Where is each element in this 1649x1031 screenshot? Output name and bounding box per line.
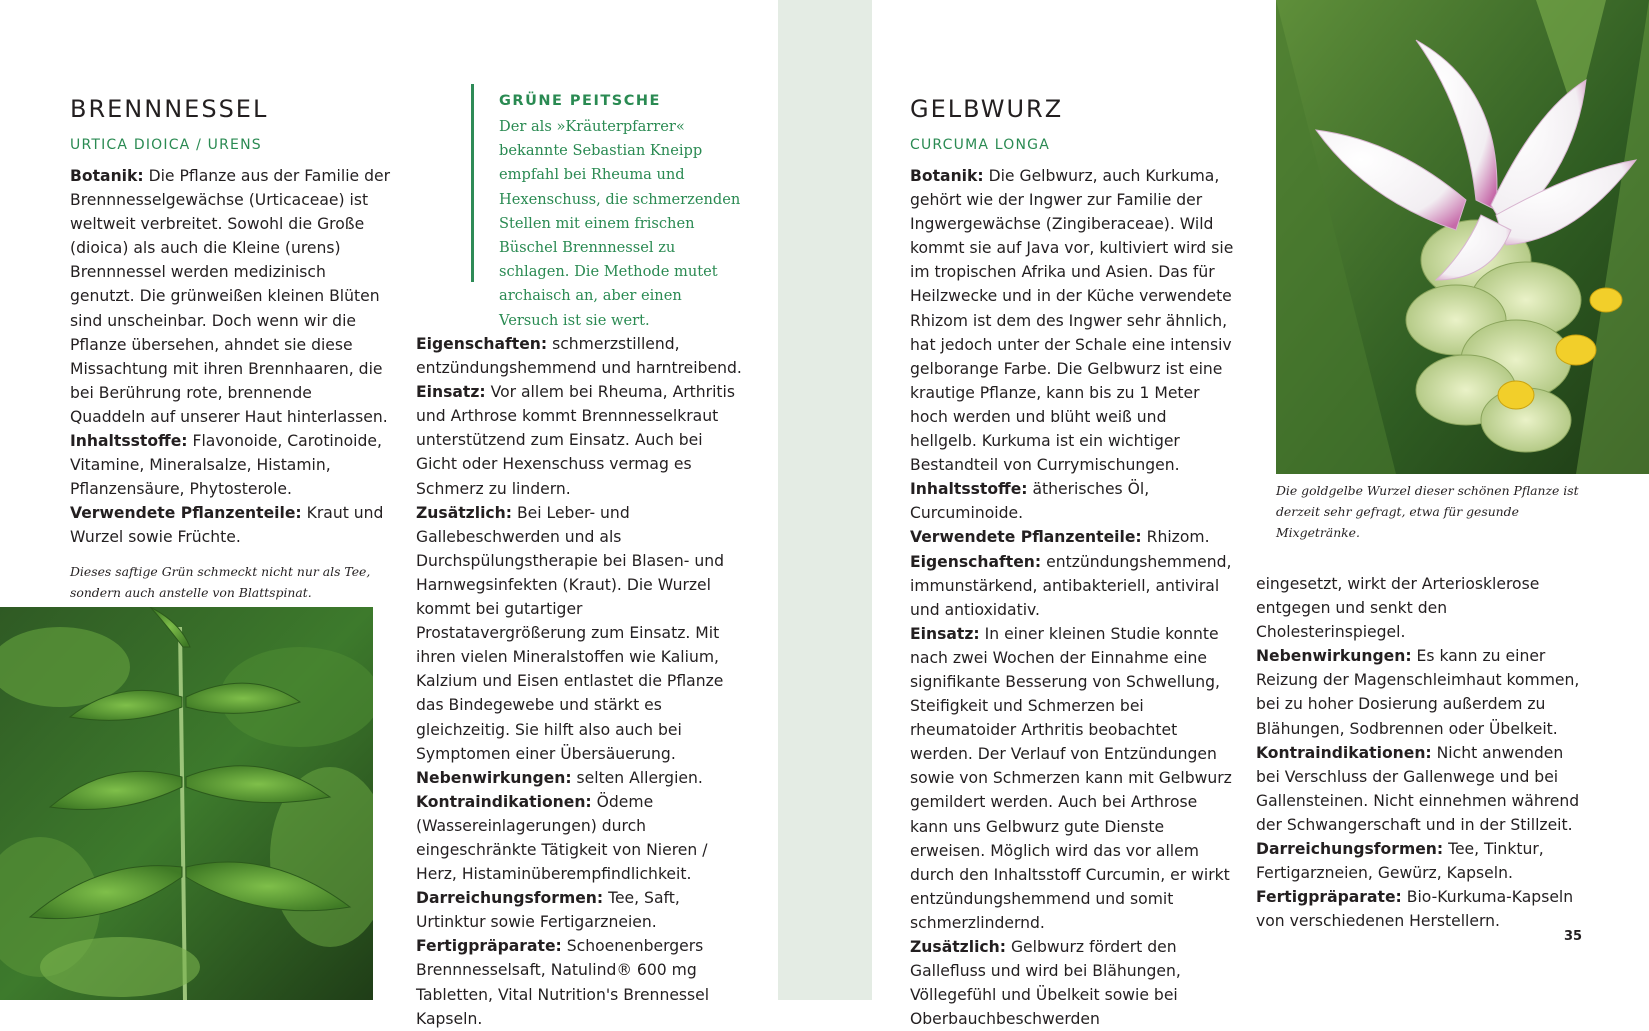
label: Fertigpräparate:: [1256, 888, 1402, 907]
text: Tee, Saft, Urtinktur sowie Fertigarzneien.: [416, 889, 680, 932]
text: eingesetzt, wirkt der Arteriosklerose entgegen und senkt den Cholesterinspiegel.: [1256, 575, 1540, 642]
paragraph-eigenschaften: [416, 332, 744, 380]
paragraph-kontraindikationen: [1256, 741, 1584, 837]
label: Botanik:: [910, 167, 984, 185]
curcuma-flower-image: [1276, 0, 1649, 474]
page-gutter: [778, 0, 872, 1000]
label: Zusätzlich:: [910, 938, 1007, 956]
paragraph-pflanzenteile: [70, 501, 392, 549]
text: Die Gelbwurz, auch Kurkuma, gehört wie der Ingwer zur Familie der Ingwergewächse (Zingiberaceae). Wild kommt sie auf Java vor, kultiviert wird sie im tropischen Afrika und Asien. Das für Heilzwecke und in der Küche verwendete Rhizom ist dem des Ingwer sehr ähnlich, hat jedoch unter der Schale eine intensiv gelborange Farbe. Die Gelbwurz ist eine krautige Pflanze, kann bis zu 1 Meter hoch werden und blüht weiß und hellgelb. Kurkuma ist ein wichtiger Bestandteil von Currymischungen.: [910, 167, 1234, 475]
text: Vor allem bei Rheuma, Arthritis und Arthrose kommt Brennnesselkraut unterstützend zum Einsatz. Auch bei Gicht oder Hexenschuss vermag es Schmerz zu lindern.: [416, 383, 735, 498]
paragraph-inhaltsstoffe: [910, 477, 1238, 525]
label: Einsatz:: [416, 383, 486, 402]
gelbwurz-column-1: [910, 164, 1238, 1031]
paragraph-nebenwirkungen: [1256, 644, 1584, 740]
nettle-photo-image: [0, 607, 373, 1000]
nettle-photo: [0, 607, 373, 1000]
text: Bio-Kurkuma-Kapseln von verschiedenen Herstellern.: [1256, 888, 1574, 931]
paragraph-eigenschaften: [910, 550, 1238, 622]
paragraph-einsatz: [416, 380, 744, 500]
brennnessel-title: BRENNNESSEL: [70, 95, 269, 123]
paragraph-zusaetzlich: [416, 501, 744, 766]
brennnessel-column-1: [70, 164, 392, 550]
quote-accent-bar: [471, 84, 474, 282]
quote-text: Der als »Kräuterpfarrer« bekannte Sebastian Kneipp empfahl bei Rheuma und Hexenschuss, die schmerzenden Stellen mit einem frischen Büschel Brennnessel zu schlagen. Die Methode mutet archaisch an, aber einen Versuch ist sie wert.: [499, 118, 741, 329]
label: Eigenschaften:: [910, 552, 1042, 571]
text: Rhizom.: [1141, 528, 1210, 547]
paragraph-pflanzenteile: [910, 525, 1238, 549]
curcuma-flower-photo: [1276, 0, 1649, 474]
label: Inhaltsstoffe:: [910, 480, 1028, 499]
text: Schoenenbergers Brennnesselsaft, Natulind® 600 mg Tabletten, Vital Nutrition's Brennessel Kapseln.: [416, 937, 710, 1028]
label: Kontraindikationen:: [416, 792, 592, 811]
paragraph-fortsetzung: [1256, 572, 1584, 644]
label: Verwendete Pflanzenteile:: [910, 528, 1142, 547]
paragraph-fertigpraeparate: [416, 934, 744, 1030]
gelbwurz-title: GELBWURZ: [910, 95, 1064, 123]
text: Nicht anwenden bei Verschluss der Gallenwege und bei Gallensteinen. Nicht einnehmen während der Schwangerschaft und in der Stillzeit.: [1256, 743, 1580, 834]
label: Nebenwirkungen:: [416, 768, 572, 787]
label: Kontraindikationen:: [1256, 743, 1432, 762]
page-number: 35: [1564, 929, 1583, 944]
label: Darreichungsformen:: [416, 889, 604, 908]
label: Botanik:: [70, 167, 144, 185]
paragraph-darreichungsformen: [416, 886, 744, 934]
paragraph-zusaetzlich: [910, 935, 1238, 1031]
label: Einsatz:: [910, 624, 980, 643]
paragraph-botanik: [70, 164, 392, 429]
text: Die Pflanze aus der Familie der Brennnesselgewächse (Urticaceae) ist weltweit verbreitet. Sowohl die Große (dioica) als auch die Kleine (urens) Brennnessel werden medizinisch genutzt. Die grünweißen kleinen Blüten sind unscheinbar. Doch wenn wir die Pflanze übersehen, ahndet sie diese Missachtung mit ihren Brennhaaren, die bei Berührung rote, brennende Quaddeln auf unserer Haut hinterlassen.: [70, 167, 391, 426]
label: Zusätzlich:: [416, 503, 513, 522]
paragraph-darreichungsformen: [1256, 837, 1584, 885]
gelbwurz-column-2: [1256, 572, 1584, 933]
paragraph-inhaltsstoffe: [70, 429, 392, 501]
text: selten Allergien.: [571, 768, 703, 787]
label: Verwendete Pflanzenteile:: [70, 504, 302, 523]
text: entzündungshemmend, immunstärkend, antibakteriell, antiviral und antioxidativ.: [910, 552, 1232, 619]
nettle-photo-caption: Dieses saftige Grün schmeckt nicht nur als Tee, sondern auch anstelle von Blattspinat.: [70, 564, 371, 600]
brennnessel-column-2: [416, 332, 744, 1031]
text: ätherisches Öl, Curcuminoide.: [910, 480, 1150, 523]
label: Eigenschaften:: [416, 335, 548, 353]
text: schmerzstillend, entzündungshemmend und harntreibend.: [416, 335, 742, 378]
curcuma-photo-caption: Die goldgelbe Wurzel dieser schönen Pflanze ist derzeit sehr gefragt, etwa für gesunde Mixgetränke.: [1276, 483, 1579, 540]
label: Nebenwirkungen:: [1256, 647, 1412, 666]
text: Ödeme (Wassereinlagerungen) durch eingeschränkte Tätigkeit von Nieren / Herz, Histaminüberempfindlichkeit.: [416, 792, 708, 884]
paragraph-nebenwirkungen: [416, 766, 744, 790]
brennnessel-latin-name: URTICA DIOICA / URENS: [70, 137, 262, 153]
text: Gelbwurz fördert den Gallefluss und wird bei Blähungen, Völlegefühl und Übelkeit sowie bei Oberbauchbeschwerden: [910, 938, 1181, 1029]
paragraph-fertigpraeparate: [1256, 885, 1584, 933]
text: Bei Leber- und Gallebeschwerden und als Durchspülungstherapie bei Blasen- und Harnwegsinfekten (Kraut). Die Wurzel kommt bei gutartiger Prostatavergrößerung zum Einsatz. Mit ihren vielen Mineralstoffen wie Kalium, Kalzium und Eisen entlastet die Pflanze das Bindegewebe und stärkt es gleichzeitig. Sie hilft also auch bei Symptomen einer Übersäuerung.: [416, 503, 724, 763]
paragraph-kontraindikationen: [416, 790, 744, 886]
label: Inhaltsstoffe:: [70, 432, 188, 451]
text: Tee, Tinktur, Fertigarzneien, Gewürz, Kapseln.: [1256, 840, 1544, 883]
gelbwurz-latin-name: CURCUMA LONGA: [910, 137, 1051, 153]
label: Darreichungsformen:: [1256, 840, 1444, 859]
label: Fertigpräparate:: [416, 937, 562, 956]
text: Kraut und Wurzel sowie Früchte.: [70, 504, 384, 547]
text: Flavonoide, Carotinoide, Vitamine, Mineralsalze, Histamin, Pflanzensäure, Phytosterole.: [70, 432, 382, 499]
text: Es kann zu einer Reizung der Magenschleimhaut kommen, bei zu hoher Dosierung außerdem zu Blähungen, Sodbrennen oder Übelkeit.: [1256, 647, 1580, 738]
quote-title: GRÜNE PEITSCHE: [499, 93, 661, 109]
paragraph-botanik: [910, 164, 1238, 477]
text: In einer kleinen Studie konnte nach zwei Wochen der Einnahme eine signifikante Besserung von Schwellung, Steifigkeit und Schmerzen bei rheumatoider Arthritis beobachtet werden. Der Verlauf von Entzündungen sowie von Schmerzen kann mit Gelbwurz gemildert werden. Auch bei Arthrose kann uns Gelbwurz gute Dienste erweisen. Möglich wird das vor allem durch den Inhaltsstoff Curcumin, er wirkt entzündungshemmend und somit schmerzlindernd.: [910, 624, 1232, 932]
paragraph-einsatz: [910, 622, 1238, 935]
